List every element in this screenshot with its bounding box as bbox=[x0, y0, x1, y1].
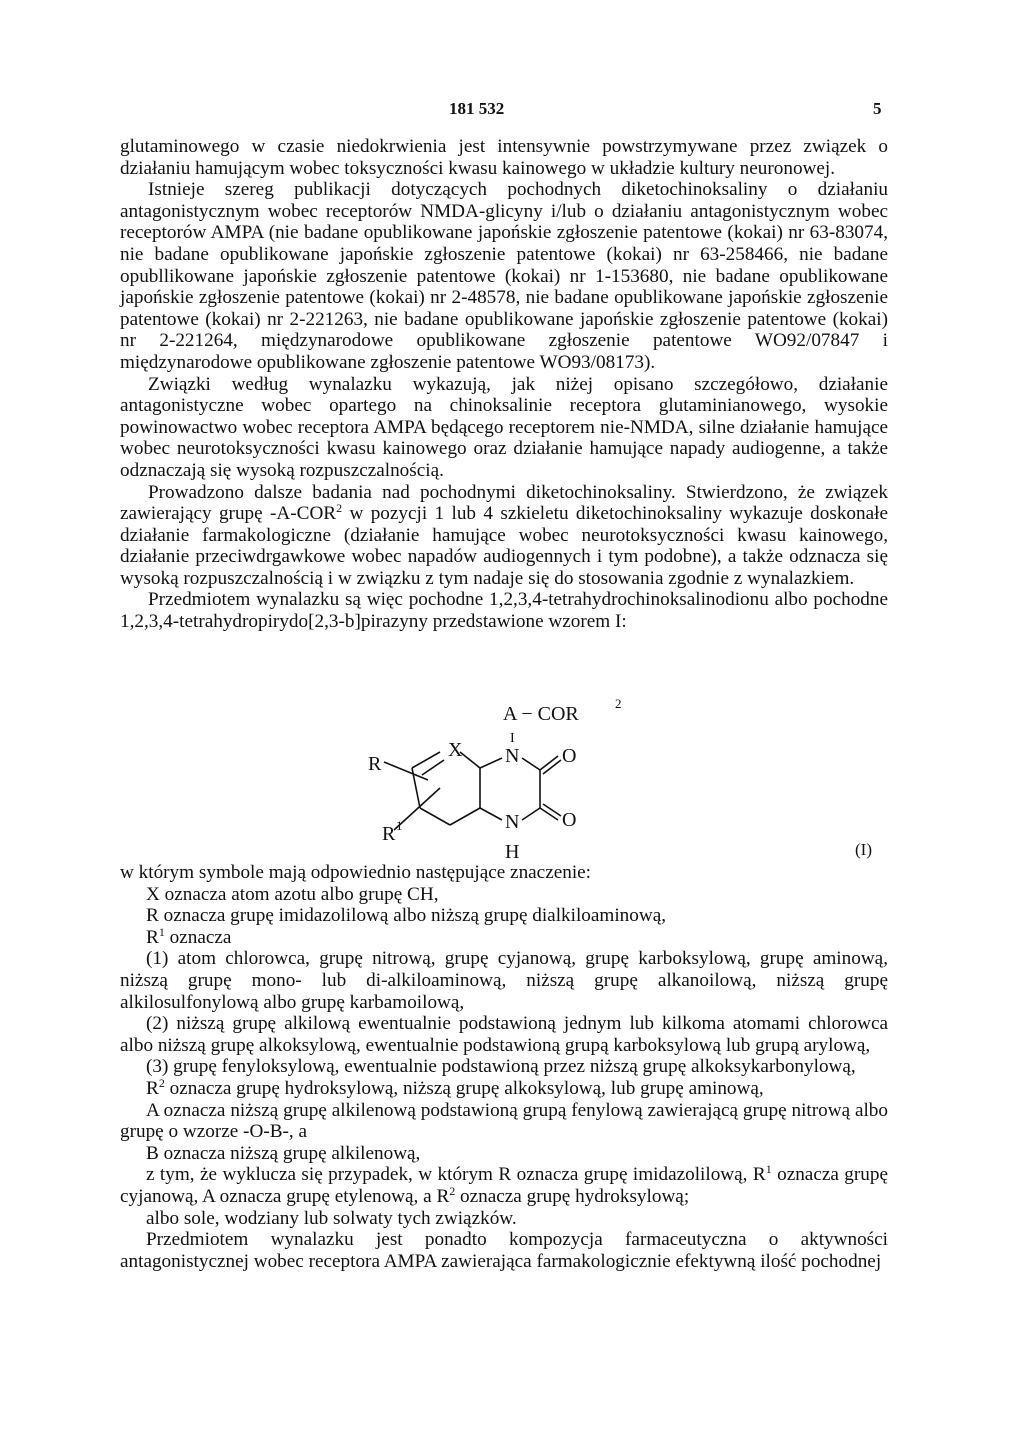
def-ex-c: oznacza grupę hydroksylową; bbox=[455, 1185, 690, 1207]
def-1: (1) atom chlorowca, grupę nitrową, grupę cyjanową, grupę karboksylową, grupę aminową, niższą grupę mono- lub di-alkiloaminową, niższą grupę alkanoilową, niższą grupę alkilosulfonylową albo grupę karbamoilową, bbox=[120, 948, 888, 1013]
paragraph-5: Przedmiotem wynalazku są więc pochodne 1,2,3,4-tetrahydrochinoksalinodionu albo pochodne 1,2,3,4-tetrahydropirydo[2,3-b]pirazyny przedstawione wzorem I: bbox=[120, 589, 888, 633]
paragraph-2: Istnieje szereg publikacji dotyczących pochodnych diketochinoksaliny o działaniu antagonistycznym wobec receptorów NMDA-glicyny i/lub o działaniu antagonistycznym wobec receptorów AMPA (nie badane opublikowane japońskie zgłoszenie patentowe (kokai) nr 63-83074, nie badane opublikowane japońskie zgłoszenie patentowe (kokai) nr 63-258466, nie badane opubllikowane japońskie zgłoszenie patentowe (kokai) nr 1-153680, nie badane opublikowane japońskie zgłoszenie patentowe (kokai) nr 2-48578, nie badane opublikowane japońskie zgłoszenie patentowe (kokai) nr 2-221263, nie badane opublikowane japońskie zgłoszenie patentowe (kokai) nr 2-221264, międzynarodowe opublikowane zgłoszenie patentowe WO92/07847 i międzynarodowe opublikowane zgłoszenie patentowe WO93/08173). bbox=[120, 179, 888, 373]
def-r1 bbox=[120, 924, 888, 949]
formula-x: X bbox=[448, 739, 463, 761]
page-number: 181 532 bbox=[449, 99, 505, 118]
paragraph-4 bbox=[120, 482, 888, 590]
formula-r1-sup: 1 bbox=[396, 818, 403, 833]
def-r1-b: oznacza bbox=[164, 926, 232, 948]
def-3: (3) grupę fenyloksylową, ewentualnie podstawioną przez niższą grupę alkoksykarbonylową, bbox=[146, 1056, 856, 1078]
formula-o1: O bbox=[562, 745, 577, 767]
definitions bbox=[120, 862, 888, 1272]
paragraph-1: glutaminowego w czasie niedokrwienia jest intensywnie powstrzymywane przez związek o działaniu hamującym wobec toksyczności kwasu kainowego w układzie kultury neuronowej. bbox=[120, 136, 888, 179]
def-b: B oznacza niższą grupę alkilenową, bbox=[146, 1142, 421, 1164]
paragraph-4-sup: 2 bbox=[336, 501, 343, 516]
ring-bonds bbox=[384, 752, 561, 830]
body-text bbox=[120, 136, 888, 633]
formula-n2: N bbox=[505, 811, 520, 833]
def-ex-a: z tym, że wyklucza się przypadek, w którym R oznacza grupę imidazolilową, R bbox=[146, 1164, 766, 1186]
def-x: X oznacza atom azotu albo grupę CH, bbox=[146, 883, 439, 905]
def-ex-b: oznacza grupę cyjanową, A oznacza grupę etylenową, a R bbox=[120, 1164, 888, 1207]
formula-h: H bbox=[505, 841, 520, 863]
formula-drawing bbox=[340, 690, 640, 870]
def-a: A oznacza niższą grupę alkilenową podstawioną grupą fenylową zawierającą grupę nitrową albo grupę o wzorze -O-B-, a bbox=[120, 1099, 888, 1143]
def-r: R oznacza grupę imidazolilową albo niższą grupę dialkiloaminową, bbox=[146, 905, 667, 927]
paragraph-4-a: Prowadzono dalsze badania nad pochodnymi diketochinoksaliny. Stwierdzono, że związek zawierający grupę -A-COR bbox=[120, 481, 888, 525]
formula-n1: N bbox=[505, 745, 520, 767]
def-r1-sup: 1 bbox=[158, 924, 165, 939]
page-side-number: 5 bbox=[873, 99, 882, 118]
definitions-intro: w którym symbole mają odpowiednio następujące znaczenie: bbox=[120, 862, 592, 883]
structural-formula bbox=[340, 690, 640, 870]
paragraph-3: Związki według wynalazku wykazują, jak niżej opisano szczegółowo, działanie antagonistyczne wobec opartego na chinoksalinie receptora glutaminianowego, wysokie powinowactwo wobec receptora AMPA będącego receptorem nie-NMDA, silne działanie hamujące wobec neurotoksyczności kwasu kainowego oraz działanie hamujące napady audiogenne, a także odznaczają się wysoką rozpuszczalnością. bbox=[120, 373, 888, 481]
formula-top-sup: 2 bbox=[615, 696, 622, 711]
formula-r: R bbox=[368, 753, 382, 775]
formula-o2: O bbox=[562, 809, 577, 831]
def-r2-a: R bbox=[146, 1077, 159, 1099]
def-ex-sup1: 1 bbox=[765, 1162, 772, 1177]
def-ex-sup2: 2 bbox=[449, 1183, 456, 1198]
paragraph-4-b: w pozycji 1 lub 4 szkieletu diketochinoksaliny wykazuje doskonałe działanie farmakologiczne (działanie hamujące wobec neurotoksyczności kwasu kainowego, działanie przeciwdrgawkowe wobec napadów audiogennych i tym podobne), a także odznacza się wysoką rozpuszczalnością i w związku z tym nadaje się do stosowania zgodnie z wynalazkiem. bbox=[120, 503, 888, 589]
def-r2-sup: 2 bbox=[158, 1075, 165, 1090]
formula-bar: I bbox=[510, 731, 515, 746]
formula-r1: R bbox=[382, 823, 396, 845]
def-r2-b: oznacza grupę hydroksylową, niższą grupę alkoksylową, lub grupę aminową, bbox=[164, 1077, 764, 1099]
formula-top-text: A − COR bbox=[503, 703, 579, 725]
def-r1-a: R bbox=[146, 926, 159, 948]
formula-label: (I) bbox=[855, 840, 872, 859]
paragraph-last: Przedmiotem wynalazku jest ponadto kompozycja farmaceutyczna o aktywności antagonistycznej wobec receptora AMPA zawierająca farmakologicznie efektywną ilość pochodnej bbox=[120, 1229, 888, 1272]
def-salts: albo sole, wodziany lub solwaty tych związków. bbox=[146, 1207, 517, 1229]
def-2: (2) niższą grupę alkilową ewentualnie podstawioną jednym lub kilkoma atomami chlorowca albo niższą grupę alkoksylową, ewentualnie podstawioną grupą karboksylową lub grupą arylową, bbox=[120, 1013, 888, 1056]
def-r2 bbox=[120, 1075, 888, 1100]
def-exclusion bbox=[120, 1164, 888, 1207]
